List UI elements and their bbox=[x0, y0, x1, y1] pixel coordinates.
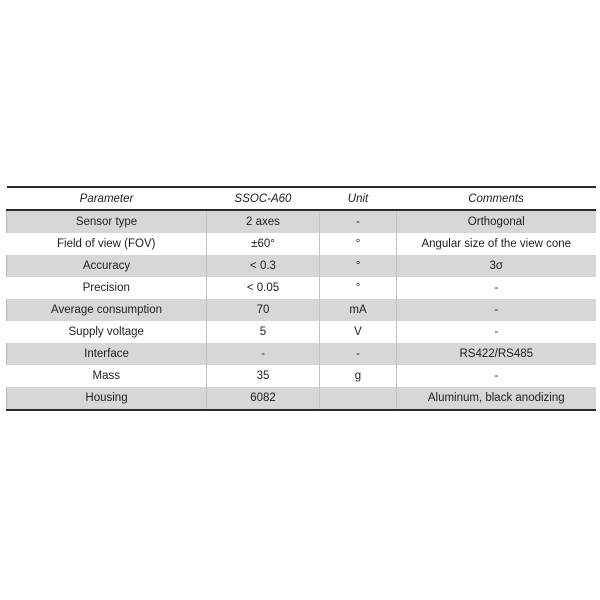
table-row bbox=[7, 210, 596, 233]
cell-value: 35 bbox=[207, 365, 320, 387]
cell-parameter: Supply voltage bbox=[7, 321, 207, 343]
cell-unit: ° bbox=[320, 277, 397, 299]
table-row bbox=[7, 277, 596, 299]
cell-value: ±60° bbox=[207, 233, 320, 255]
cell-comments: - bbox=[397, 321, 596, 343]
header-model: SSOC-A60 bbox=[234, 192, 292, 205]
cell-comments: RS422/RS485 bbox=[397, 343, 596, 365]
table-row bbox=[7, 255, 596, 277]
cell-comments: Angular size of the view cone bbox=[397, 233, 596, 255]
header-comments: Comments bbox=[468, 192, 524, 205]
cell-parameter: Housing bbox=[7, 387, 207, 410]
cell-value: 5 bbox=[207, 321, 320, 343]
header-unit: Unit bbox=[347, 192, 369, 205]
cell-value: < 0.05 bbox=[207, 277, 320, 299]
table-row bbox=[7, 233, 596, 255]
cell-comments: - bbox=[397, 299, 596, 321]
cell-unit: V bbox=[320, 321, 397, 343]
table-row bbox=[7, 387, 596, 410]
header-parameter: Parameter bbox=[79, 192, 134, 205]
cell-value: - bbox=[207, 343, 320, 365]
cell-unit: ° bbox=[320, 255, 397, 277]
table-body bbox=[7, 210, 596, 410]
table-row bbox=[7, 299, 596, 321]
cell-value: 6082 bbox=[207, 387, 320, 410]
cell-parameter: Accuracy bbox=[7, 255, 207, 277]
cell-unit: mA bbox=[320, 299, 397, 321]
cell-unit: - bbox=[320, 343, 397, 365]
cell-parameter: Field of view (FOV) bbox=[7, 233, 207, 255]
cell-comments: - bbox=[397, 277, 596, 299]
cell-comments: - bbox=[397, 365, 596, 387]
cell-unit bbox=[320, 387, 397, 410]
table-row bbox=[7, 343, 596, 365]
header-row bbox=[7, 187, 596, 210]
spec-table bbox=[6, 186, 596, 411]
cell-value: < 0.3 bbox=[207, 255, 320, 277]
cell-unit: - bbox=[320, 210, 397, 233]
table-row bbox=[7, 365, 596, 387]
cell-comments: Orthogonal bbox=[397, 210, 596, 233]
cell-unit: ° bbox=[320, 233, 397, 255]
cell-parameter: Precision bbox=[7, 277, 207, 299]
cell-comments: 3σ bbox=[397, 255, 596, 277]
table-header bbox=[7, 187, 596, 210]
cell-unit: g bbox=[320, 365, 397, 387]
cell-parameter: Average consumption bbox=[7, 299, 207, 321]
cell-parameter: Mass bbox=[7, 365, 207, 387]
cell-parameter: Sensor type bbox=[7, 210, 207, 233]
cell-comments: Aluminum, black anodizing bbox=[397, 387, 596, 410]
table-row bbox=[7, 321, 596, 343]
cell-value: 2 axes bbox=[207, 210, 320, 233]
cell-value: 70 bbox=[207, 299, 320, 321]
cell-parameter: Interface bbox=[7, 343, 207, 365]
